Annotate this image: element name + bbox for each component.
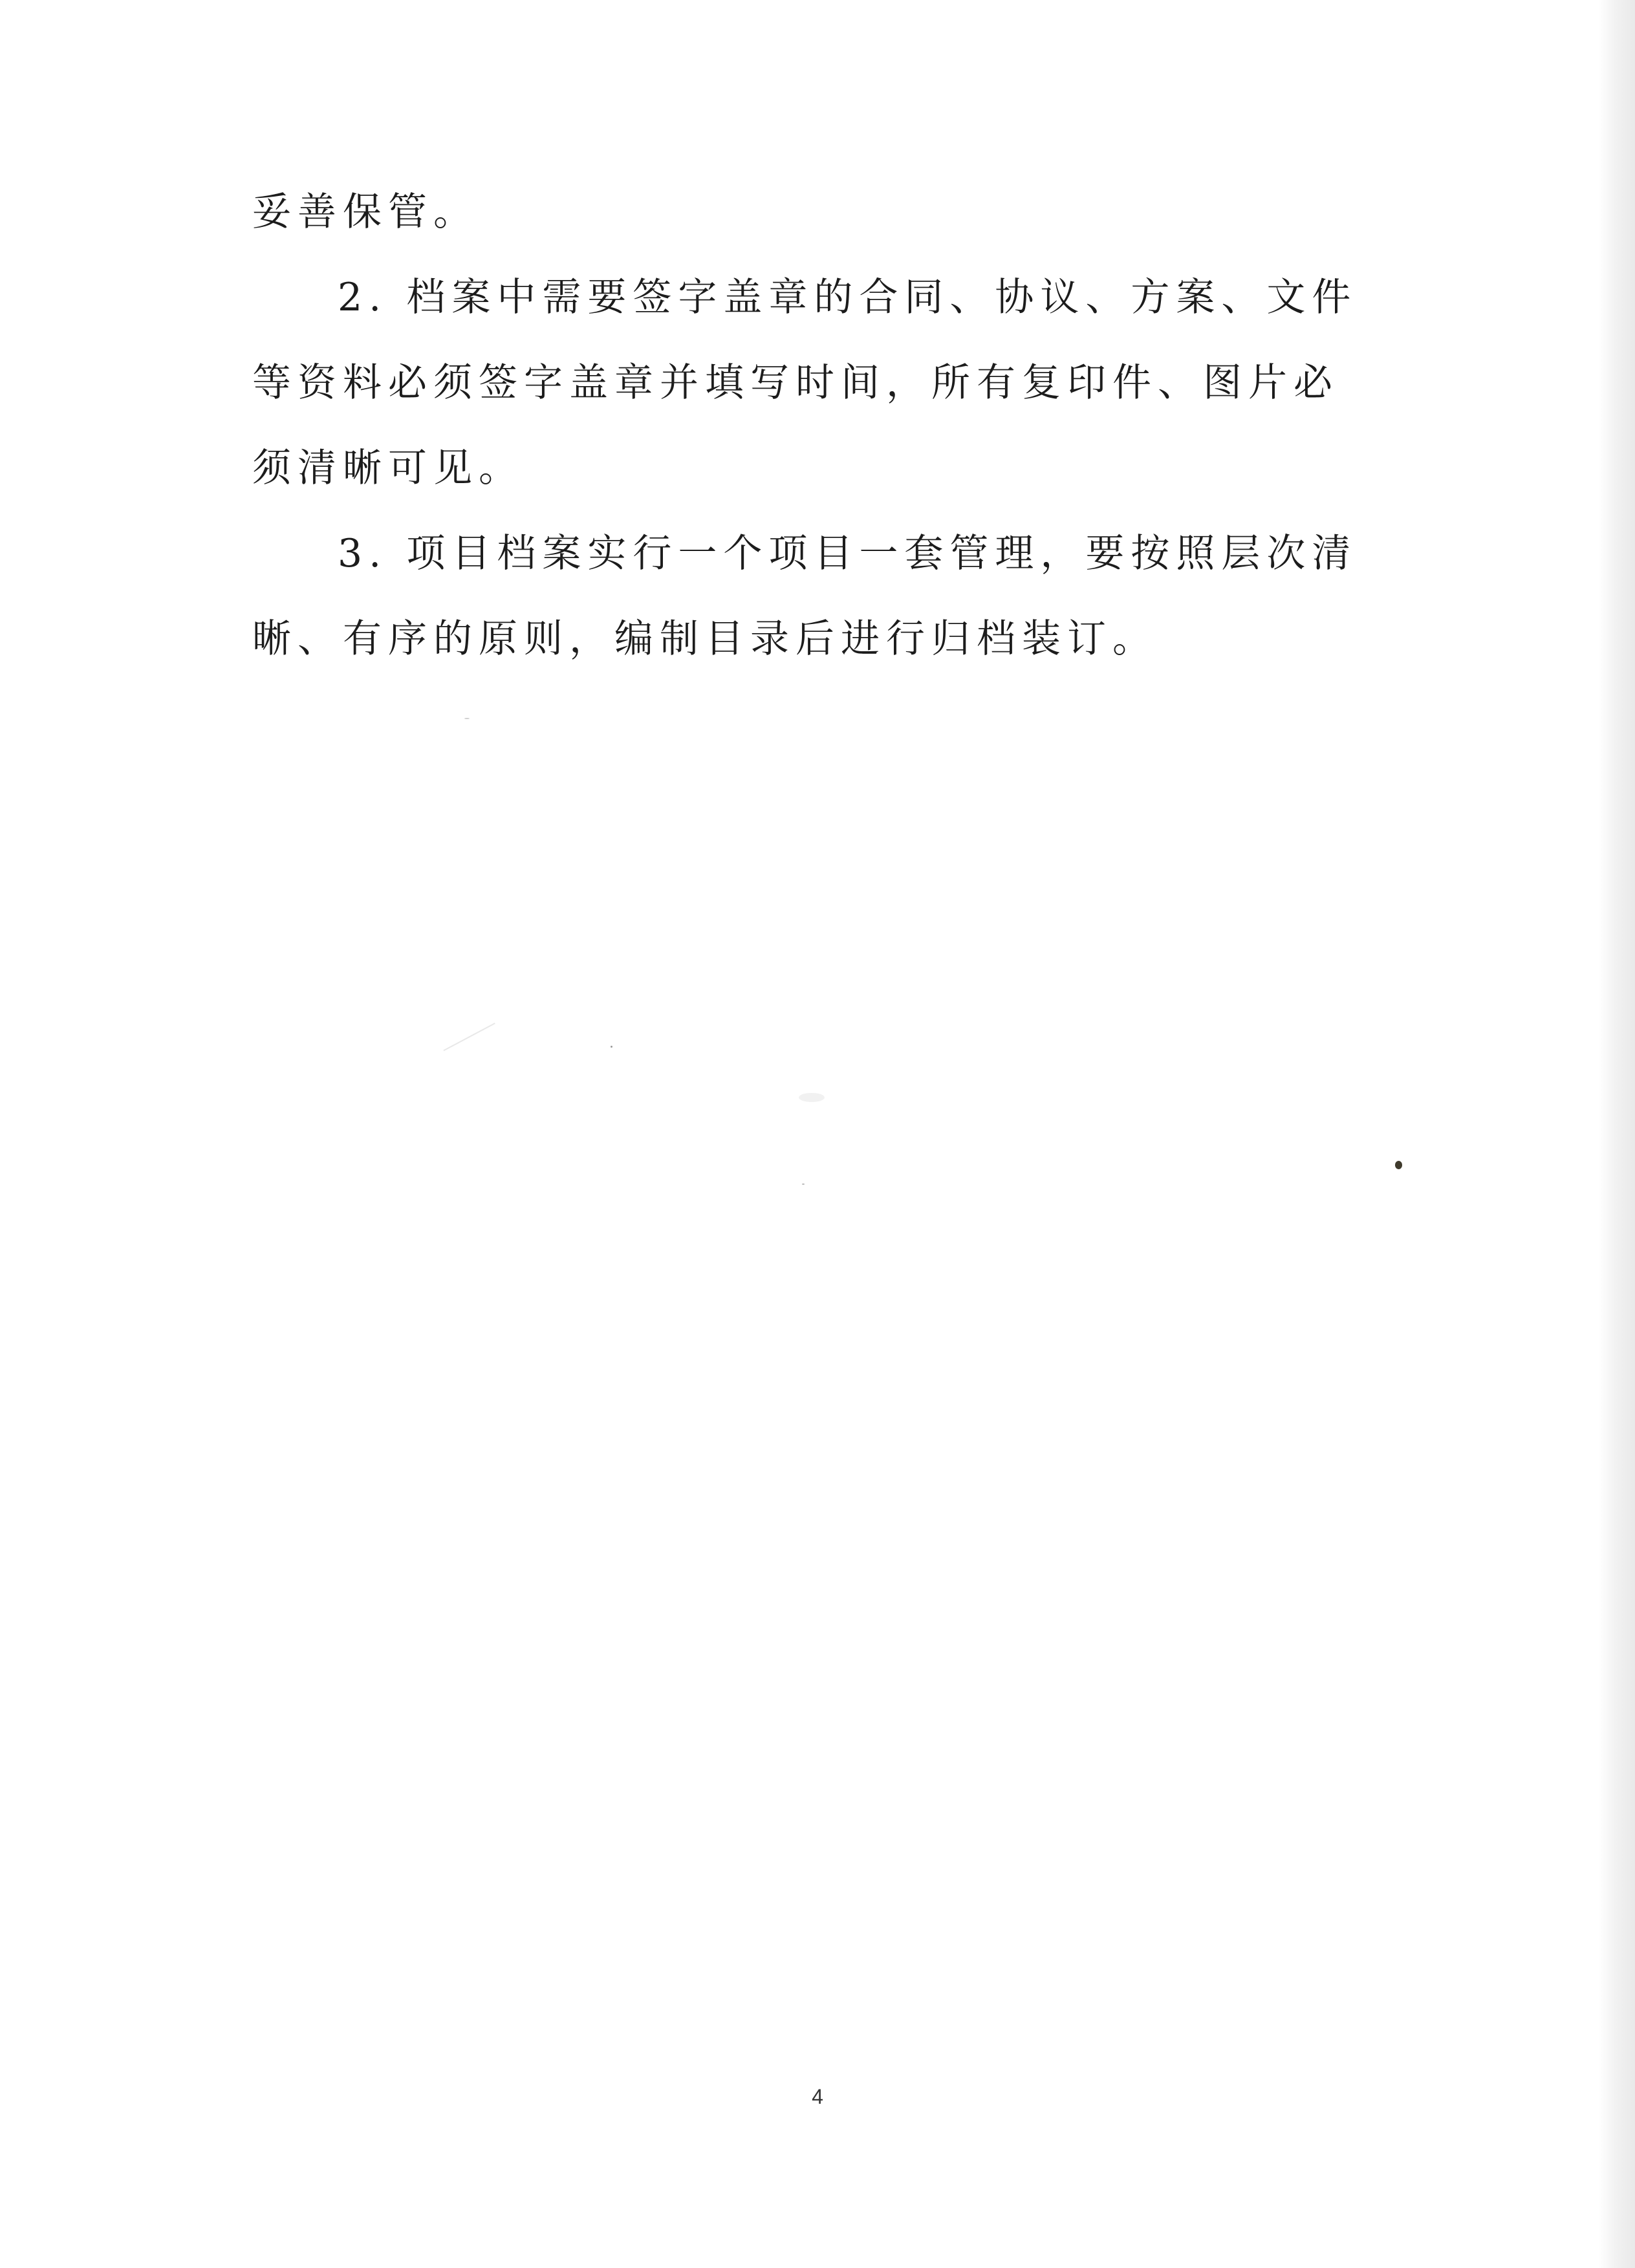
- scan-speck: [1395, 1161, 1402, 1169]
- scan-smudge: [443, 1022, 507, 1074]
- paragraph-item-2: 2. 档案中需要签字盖章的合同、协议、方案、文件等资料必须签字盖章并填写时间，所有复印件、图片必须清晰可见。: [252, 275, 1358, 491]
- paragraph-continuation: 妥善保管。: [252, 189, 479, 235]
- scan-edge-shadow: [1599, 0, 1635, 2268]
- scan-smudge: [799, 1093, 825, 1102]
- body-text: [252, 169, 1381, 682]
- paragraph-item-3: 3. 项目档案实行一个项目一套管理，要按照层次清晰、有序的原则，编制目录后进行归档装订。: [252, 531, 1358, 662]
- scan-speck: [611, 1046, 612, 1048]
- scan-speck: [802, 1183, 805, 1185]
- page-number: 4: [812, 2085, 823, 2108]
- scan-speck: [464, 718, 470, 719]
